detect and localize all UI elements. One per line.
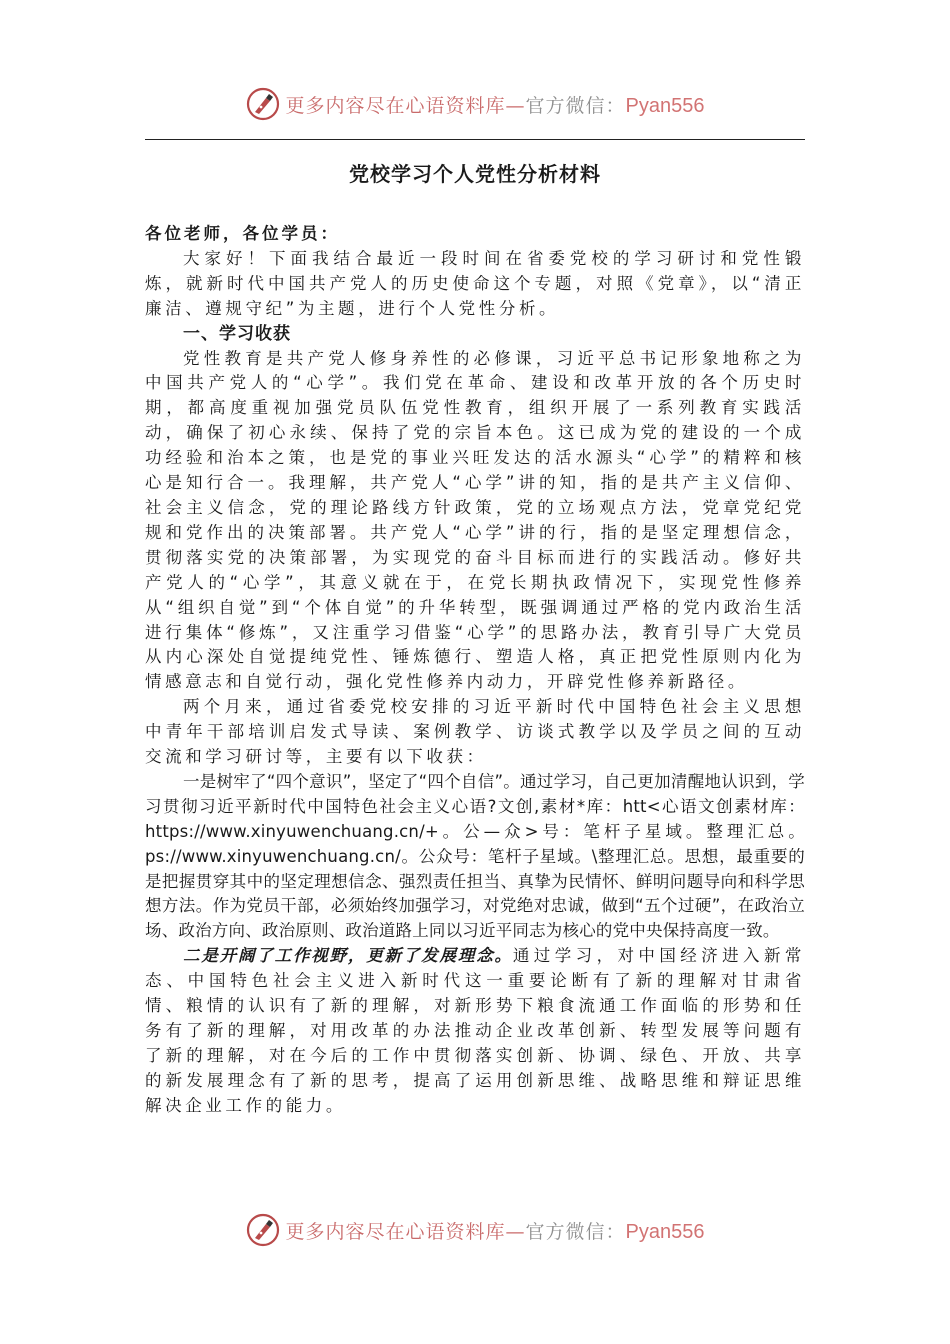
- paragraph-second-gain: [145, 944, 805, 1118]
- header-banner: [0, 84, 950, 124]
- banner-wechat-id: Pyan556: [625, 1220, 705, 1243]
- second-gain-text: 通过学习，对中国经济进入新常态、中国特色社会主义进入新时代这一重要论断有了新的理解对甘肃省情、粮情的认识有了新的理解，对新形势下粮食流通工作面临的形势和任务有了新的理解，对用改革的办法推动企业改革创新、转型发展等问题有了新的理解，对在今后的工作中贯彻落实创新、协调、绿色、开放、共享的新发展理念有了新的思考，提高了运用创新思维、战略思维和辩证思维解决企业工作的能力。: [145, 946, 806, 1115]
- banner-dash: —: [505, 1220, 526, 1243]
- greeting: 各位老师，各位学员：: [145, 224, 340, 243]
- banner-text: [286, 1217, 705, 1244]
- paragraph-first-gain: 一是树牢了“四个意识”，坚定了“四个自信”。通过学习，自己更加清醒地认识到，学习贯彻习近平新时代中国特色社会主义心语?文创,素材*库：htt<心语文创素材库：https://www.xinyuwenchuang.cn/+。公—众>号：笔杆子星域。整理汇总。ps://www.xinyuwenchuang.cn/。公众号：笔杆子星域。\整理汇总。思想，最重要的是把握贯穿其中的坚定理想信念、强烈责任担当、真挚为民情怀、鲜明问题导向和科学思想方法。作为党员干部，必须始终加强学习，对党绝对忠诚，做到“五个过硬”，在政治立场、政治方向、政治原则、政治道路上同以习近平同志为核心的党中央保持高度一致。: [145, 771, 805, 941]
- banner-wechat-id: Pyan556: [625, 94, 705, 117]
- document-body: [145, 222, 805, 1119]
- second-gain-lead: 二是开阔了工作视野，更新了发展理念。: [183, 946, 513, 966]
- pen-nib-icon: [246, 1213, 280, 1247]
- banner-main-text: 更多内容尽在心语资料库: [285, 94, 506, 117]
- banner-wechat-label: 官方微信：: [525, 94, 626, 117]
- intro-paragraph: 大家好！下面我结合最近一段时间在省委党校的学习研讨和党性锻炼，就新时代中国共产党人的历史使命这个专题，对照《党章》，以“清正廉洁、遵规守纪”为主题，进行个人党性分析。: [145, 248, 805, 318]
- header-divider: [145, 139, 805, 140]
- paragraph-party-education: 党性教育是共产党人修身养性的必修课，习近平总书记形象地称之为中国共产党人的“心学”。我们党在革命、建设和改革开放的各个历史时期，都高度重视加强党员队伍党性教育，组织开展了一系列教育实践活动，确保了初心永续、保持了党的宗旨本色。这已成为党的建设的一个成功经验和治本之策，也是党的事业兴旺发达的活水源头“心学”的精粹和核心是知行合一。我理解，共产党人“心学”讲的知，指的是共产主义信仰、社会主义信念，党的理论路线方针政策，党的立场观点方法，党章党纪党规和党作出的决策部署。共产党人“心学”讲的行，指的是坚定理想信念，贯彻落实党的决策部署，为实现党的奋斗目标而进行的实践活动。修好共产党人的“心学”，其意义就在于，在党长期执政情况下，实现党性修养从“组织自觉”到“个体自觉”的升华转型，既强调通过严格的党内政治生活进行集体“修炼”，又注重学习借鉴“心学”的思路办法，教育引导广大党员从内心深处自觉提纯党性、锤炼德行、塑造人格，真正把党性原则内化为情感意志和自觉行动，强化党性修养内动力，开辟党性修养新路径。: [145, 348, 805, 692]
- paragraph-two-months: 两个月来，通过省委党校安排的习近平新时代中国特色社会主义思想中青年干部培训启发式导读、案例教学、访谈式教学以及学员之间的互动交流和学习研讨等，主要有以下收获：: [145, 697, 805, 767]
- banner-dash: —: [505, 94, 526, 117]
- footer-banner: [0, 1210, 950, 1250]
- banner-main-text: 更多内容尽在心语资料库: [285, 1220, 506, 1243]
- section-heading: 一、学习收获: [183, 323, 291, 344]
- banner-text: [286, 91, 705, 118]
- pen-nib-icon: [246, 87, 280, 121]
- page-title: 党校学习个人党性分析材料: [349, 162, 601, 186]
- banner-wechat-label: 官方微信：: [525, 1220, 626, 1243]
